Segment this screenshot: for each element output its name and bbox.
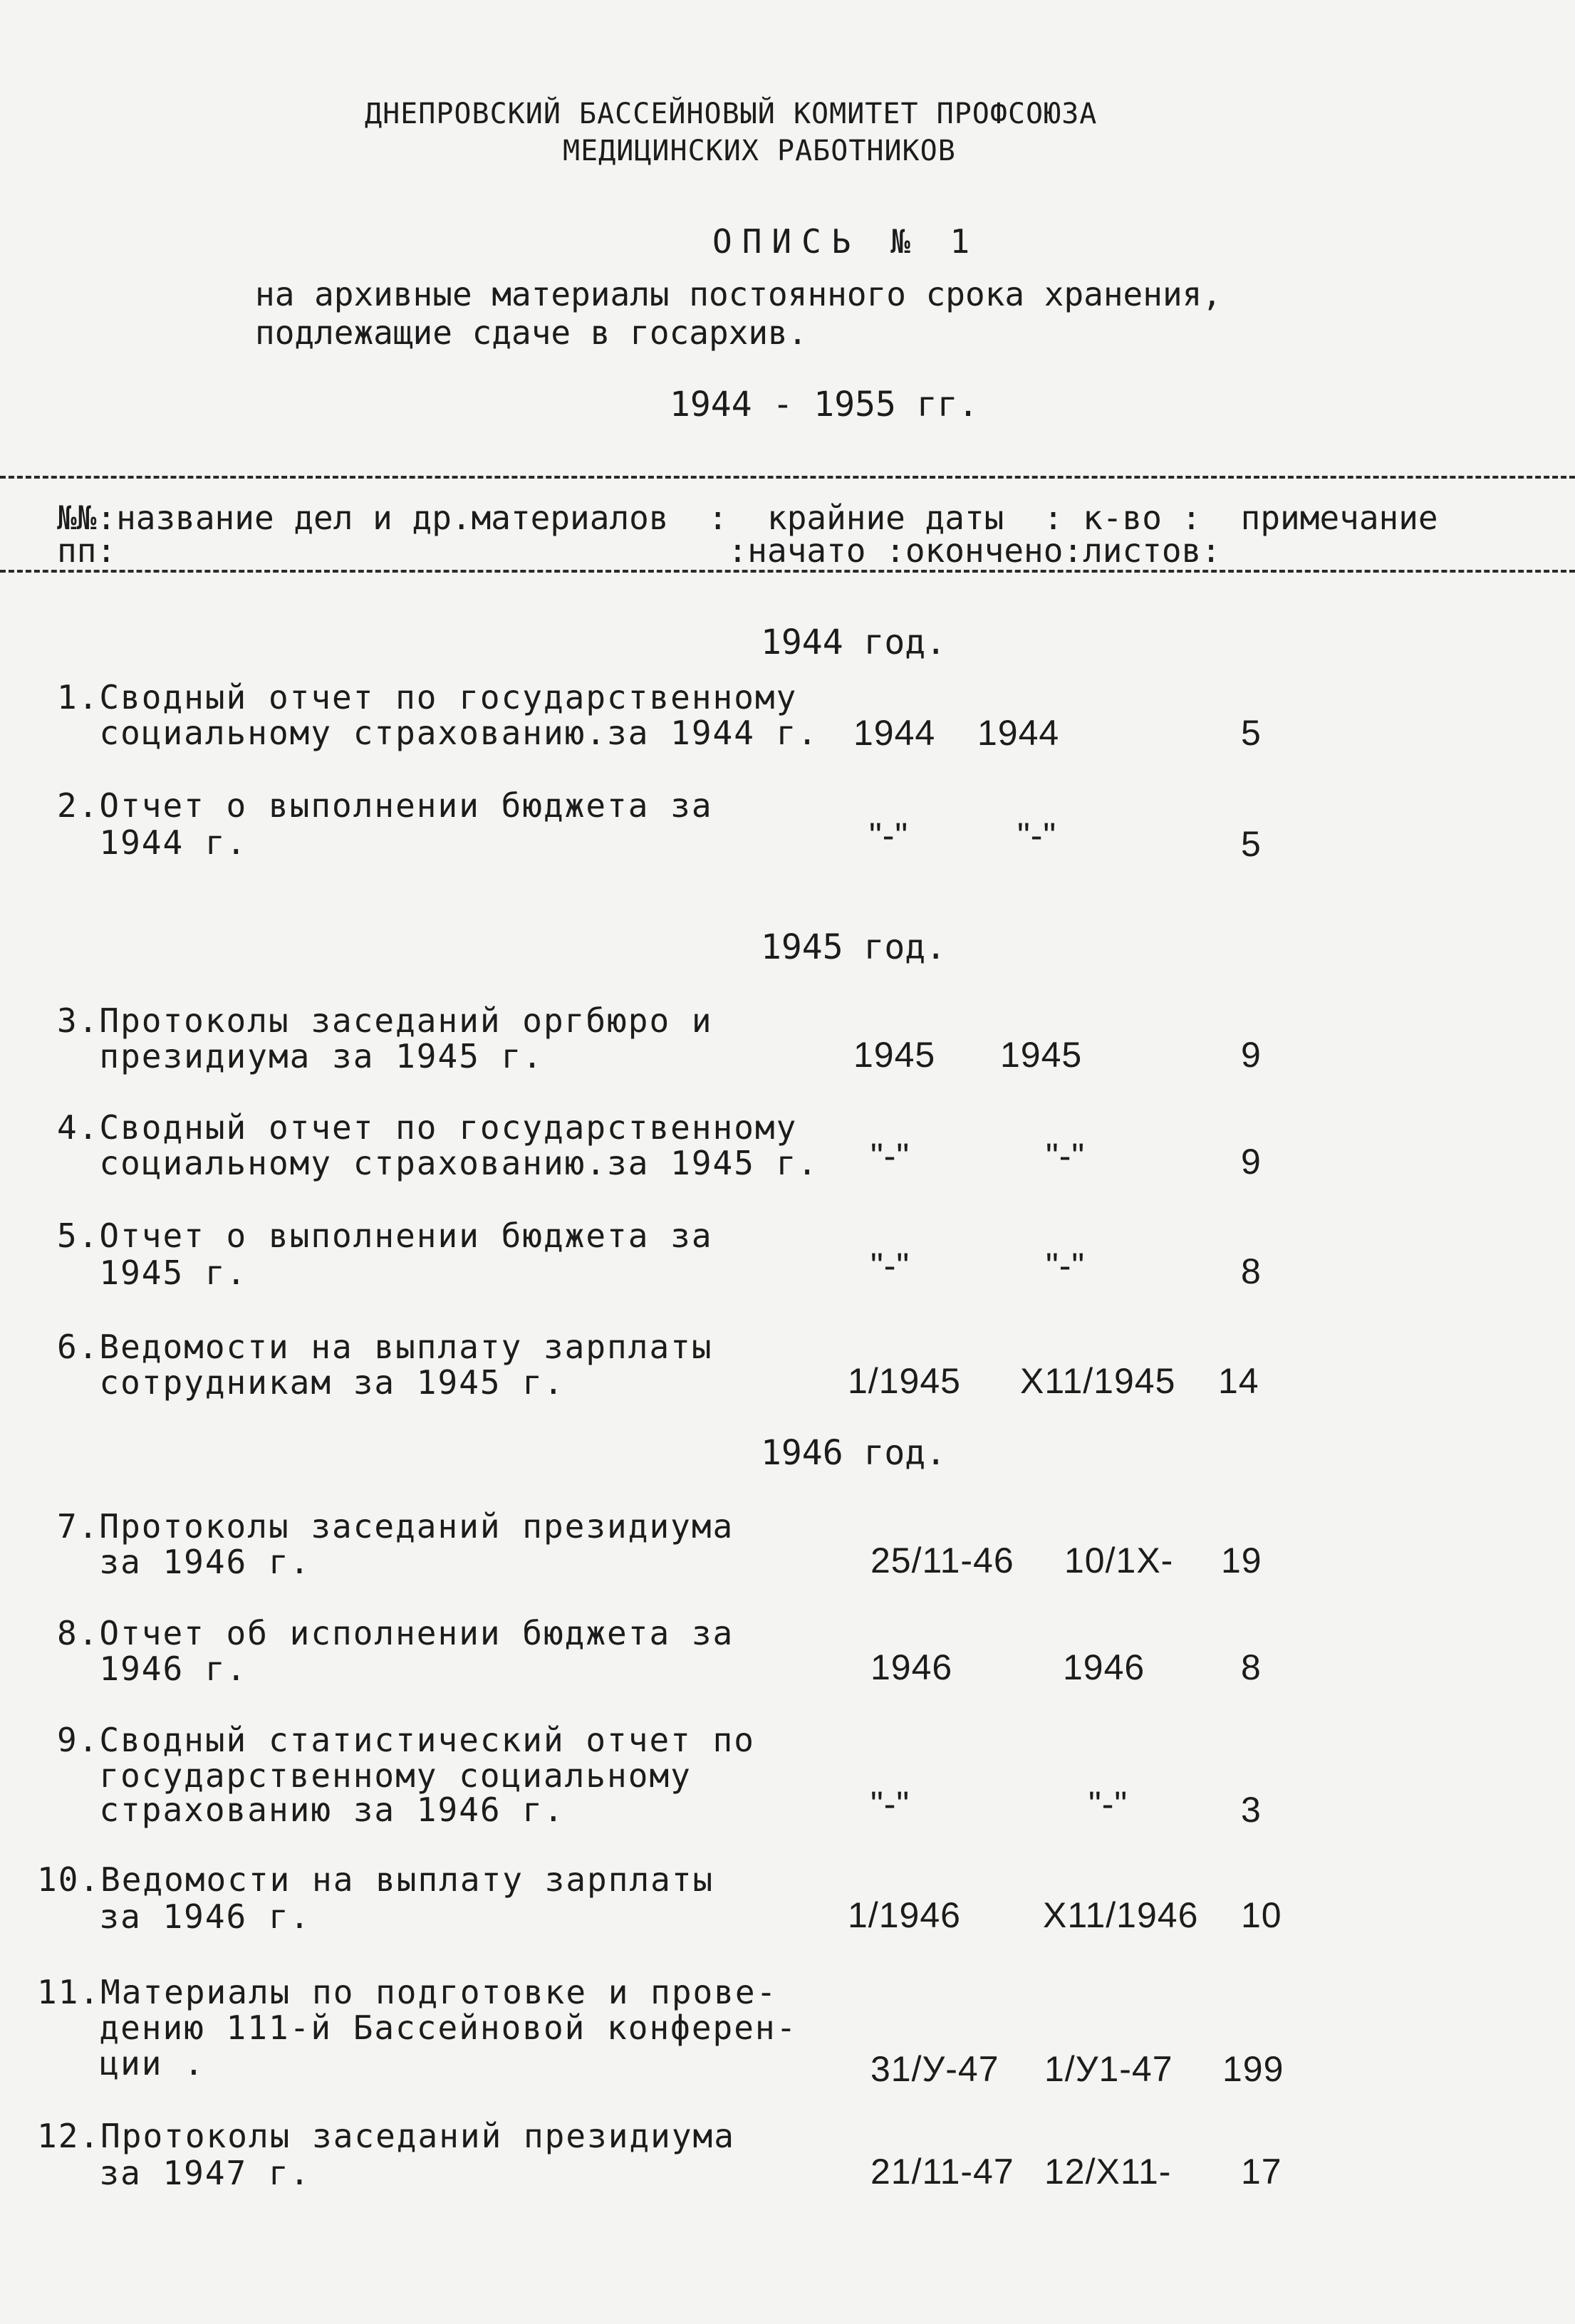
item-end-date: "-" [1017,816,1057,855]
item-title-line: 8.Отчет об исполнении бюджета за [57,1614,734,1652]
item-title-line: ции . [57,2044,205,2083]
item-title-line: социальному страхованию.за 1944 г. [57,714,818,752]
item-title-line: 6.Ведомости на выплату зарплаты [57,1328,713,1366]
item-title-line: 2.Отчет о выполнении бюджета за [57,786,713,825]
item-sheet-count: 10 [1241,1895,1282,1935]
item-title-line: 12.Протоколы заседаний президиума [37,2117,735,2155]
item-title-line: государственному социальному [57,1756,692,1795]
item-start-date: 25/11-46 [870,1541,1014,1580]
item-start-date: 1945 [853,1035,936,1075]
item-start-date: "-" [870,1784,910,1824]
item-sheet-count: 9 [1241,1035,1262,1075]
section-year: 1946 год. [761,1433,947,1473]
item-title-line: 9.Сводный статистический отчет по [57,1721,755,1759]
item-title-line: 5.Отчет о выполнении бюджета за [57,1216,713,1255]
item-end-date: "-" [1046,1246,1086,1286]
item-title-line: президиума за 1945 г. [57,1037,544,1075]
item-title-line: 4.Сводный отчет по государственному [57,1108,798,1147]
item-title-line: страхованию за 1946 г. [57,1791,565,1829]
item-start-date: "-" [870,1136,910,1176]
item-sheet-count: 19 [1221,1541,1262,1580]
item-sheet-count: 17 [1241,2152,1282,2192]
document-title: ОПИСЬ № 1 [712,222,980,261]
table-header-rule [0,570,1575,573]
table-top-rule [0,476,1575,479]
item-title-line: за 1947 г. [57,2154,311,2192]
item-sheet-count: 8 [1241,1251,1262,1291]
item-end-date: 1944 [977,713,1060,753]
item-sheet-count: 8 [1241,1647,1262,1687]
item-end-date: Х11/1946 [1043,1895,1199,1935]
header-line-2: МЕДИЦИНСКИХ РАБОТНИКОВ [563,135,956,167]
item-title-line: 1945 г. [57,1254,248,1292]
item-sheet-count: 5 [1241,824,1262,864]
item-sheet-count: 3 [1241,1790,1262,1830]
item-title-line: 10.Ведомости на выплату зарплаты [37,1860,714,1899]
item-end-date: Х11/1945 [1020,1361,1176,1401]
item-end-date: 1/У1-47 [1044,2049,1173,2089]
item-end-date: 1946 [1063,1647,1145,1687]
item-start-date: 1944 [853,713,936,753]
item-sheet-count: 9 [1241,1142,1262,1182]
subtitle-line-2: подлежащие сдаче в госархив. [255,313,808,352]
item-sheet-count: 199 [1222,2049,1284,2089]
item-start-date: 31/У-47 [870,2049,999,2089]
item-start-date: "-" [869,816,909,855]
item-start-date: 1/1945 [848,1361,961,1401]
item-end-date: 1945 [1000,1035,1083,1075]
item-title-line: 3.Протоколы заседаний оргбюро и [57,1001,713,1040]
item-start-date: "-" [870,1246,910,1286]
section-year: 1944 год. [761,622,947,662]
item-title-line: социальному страхованию.за 1945 г. [57,1144,818,1182]
item-title-line: сотрудникам за 1945 г. [57,1363,565,1402]
item-title-line: 7.Протоколы заседаний президиума [57,1507,734,1546]
item-title-line: 11.Материалы по подготовке и прове- [37,1973,778,2011]
table-header-row-2: пп: :начато :окончено:листов: [57,531,1221,570]
table-header-row-1: №№:название дел и др.материалов : крайние даты : к-во : примечание [57,499,1438,537]
item-title-line: 1944 г. [57,823,248,862]
item-end-date: 10/1Х- [1064,1541,1174,1580]
item-end-date: "-" [1088,1784,1128,1824]
item-sheet-count: 5 [1241,713,1262,753]
item-end-date: "-" [1046,1136,1086,1176]
item-title-line: дению 111-й Бассейновой конферен- [57,2008,798,2047]
item-start-date: 1/1946 [848,1895,961,1935]
item-sheet-count: 14 [1218,1361,1259,1401]
item-end-date: 12/Х11- [1044,2152,1172,2192]
period: 1944 - 1955 гг. [670,385,979,424]
item-title-line: 1946 г. [57,1650,248,1688]
item-title-line: 1.Сводный отчет по государственному [57,678,798,717]
subtitle-line-1: на архивные материалы постоянного срока хранения, [255,275,1222,313]
item-title-line: за 1946 г. [57,1543,311,1581]
item-title-line: за 1946 г. [57,1897,311,1936]
header-line-1: ДНЕПРОВСКИЙ БАССЕЙНОВЫЙ КОМИТЕТ ПРОФСОЮЗА [365,98,1098,130]
section-year: 1945 год. [761,927,947,967]
item-start-date: 21/11-47 [870,2152,1014,2192]
item-start-date: 1946 [870,1647,953,1687]
